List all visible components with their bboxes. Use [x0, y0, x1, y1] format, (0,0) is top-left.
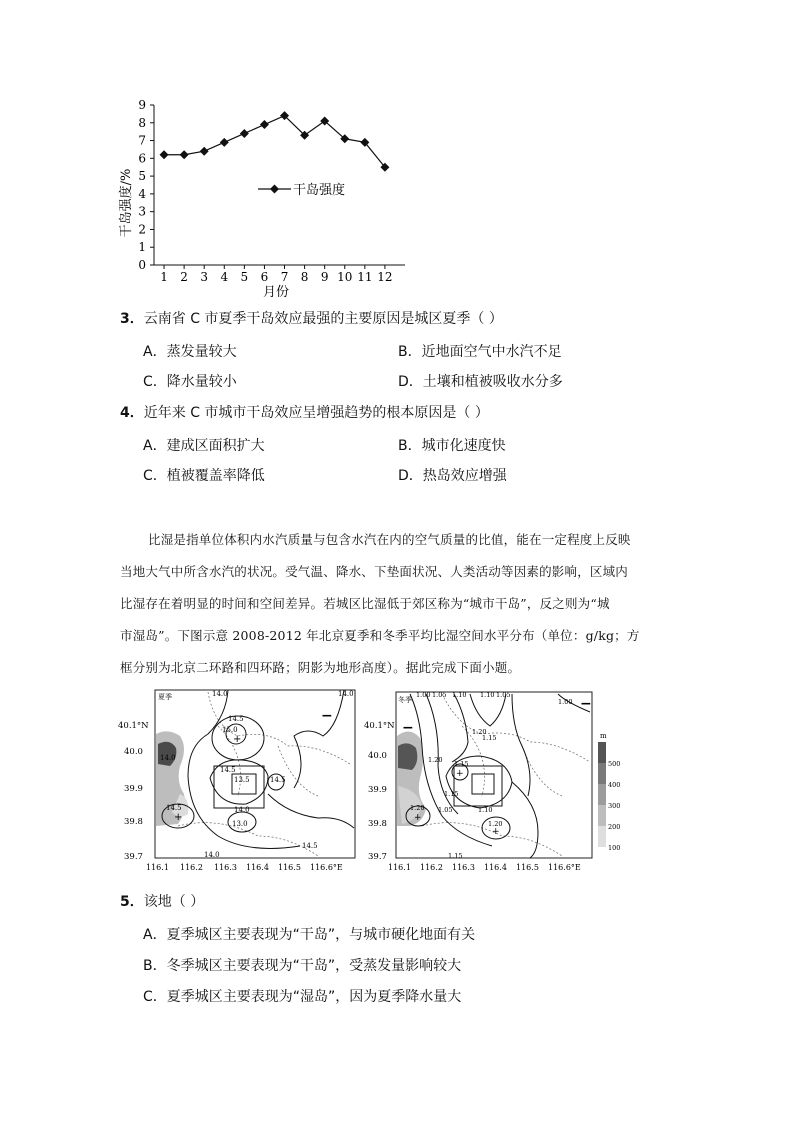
lat-label: 39.8	[124, 817, 143, 827]
x-tick-label: 4	[220, 270, 229, 284]
lon-label: 116.1	[388, 863, 411, 872]
legend-marker	[270, 185, 279, 194]
option-label: C．	[143, 468, 167, 484]
legend-label: 干岛强度	[293, 183, 346, 198]
legend-swatch	[598, 826, 606, 847]
y-tick-label: 1	[138, 240, 146, 255]
q3-option-a[interactable]	[143, 343, 237, 361]
contour-label: 1.15	[454, 760, 469, 768]
lat-label: 40.0	[124, 747, 143, 757]
lat-label: 39.7	[368, 852, 387, 862]
x-tick-label: 2	[180, 270, 188, 284]
option-text: 城市化速度快	[421, 438, 506, 454]
contour-label: 1.10	[478, 806, 493, 814]
chart-legend	[258, 182, 345, 198]
question-5	[120, 893, 204, 911]
x-tick-label: 1	[160, 270, 168, 284]
contour-label: 14.5	[228, 715, 244, 723]
legend-tick: 100	[608, 844, 621, 852]
lat-label: 39.8	[368, 819, 387, 829]
y-axis-label: 干岛强度/%	[119, 168, 134, 238]
q4-option-b[interactable]	[398, 437, 506, 455]
contour-label: 1.05	[438, 806, 453, 814]
option-text: 降水量较小	[166, 374, 237, 390]
legend-tick: 500	[608, 760, 621, 768]
contour-label: 1.00	[558, 698, 573, 706]
q5-option-a[interactable]	[143, 926, 475, 944]
lon-label: 116.6°E	[548, 863, 581, 872]
x-tick-label: 5	[240, 270, 249, 284]
option-text: 建成区面积扩大	[166, 438, 265, 454]
lat-label: 39.9	[124, 784, 143, 794]
data-point	[240, 129, 249, 138]
series-line	[164, 116, 385, 168]
minus-marker: −	[402, 720, 414, 736]
legend-swatch	[598, 805, 606, 826]
contour-label: 1.15	[482, 734, 497, 742]
lon-label: 116.2	[420, 863, 443, 872]
contour-label: 13.0	[232, 820, 248, 828]
contour-label: 1.20	[488, 820, 503, 828]
legend-tick: 200	[608, 823, 621, 831]
chart-axes	[154, 105, 405, 265]
q5-option-b[interactable]	[143, 957, 461, 975]
lon-label: 116.3	[452, 863, 475, 872]
q3-option-d[interactable]	[398, 373, 563, 391]
question-stem: 云南省 C 市夏季干岛效应最强的主要原因是城区夏季（ ）	[143, 311, 503, 327]
x-tick-label: 8	[300, 270, 309, 284]
y-tick-label: 0	[138, 258, 146, 272]
contour-label: 1.15	[444, 790, 459, 798]
lat-label: 40.1°N	[118, 721, 149, 731]
option-label: B．	[143, 958, 167, 974]
question-number: 5．	[120, 894, 144, 910]
contour-label: 1.00	[416, 691, 431, 699]
lon-label: 116.4	[246, 863, 269, 872]
legend-swatch	[598, 763, 606, 784]
q3-option-b[interactable]	[398, 343, 562, 361]
contour-label: 14.0	[234, 806, 250, 814]
plus-marker: +	[233, 734, 242, 745]
option-text: 夏季城区主要表现为“干岛”，与城市硬化地面有关	[166, 927, 476, 943]
data-point	[200, 147, 209, 156]
plus-marker: +	[492, 827, 500, 837]
contour-label: 13.5	[234, 776, 250, 784]
passage-line: 当地大气中所含水汽的状况。受气温、降水、下垫面状况、人类活动等因素的影响，区域内	[120, 564, 629, 579]
legend-unit: m	[600, 732, 607, 740]
contour-label: 14.5	[302, 842, 318, 850]
passage-line: 比湿是指单位体积内水汽质量与包含水汽在内的空气质量的比值，能在一定程度上反映	[148, 532, 631, 547]
option-text: 冬季城区主要表现为“干岛”，受蒸发量影响较大	[166, 958, 462, 974]
data-point	[160, 150, 169, 159]
elevation-legend	[598, 732, 620, 852]
data-point	[220, 138, 229, 147]
option-label: B．	[398, 438, 422, 454]
summer-humidity-map	[118, 686, 358, 872]
y-tick-label: 5	[138, 169, 146, 184]
y-tick-label: 2	[138, 222, 146, 237]
lon-label: 116.2	[180, 863, 203, 872]
option-text: 夏季城区主要表现为“湿岛”，因为夏季降水量大	[166, 989, 462, 1005]
question-stem: 近年来 C 市城市干岛效应呈增强趋势的根本原因是（ ）	[143, 405, 489, 421]
contour-label: 14.5	[270, 776, 286, 784]
dry-island-chart	[110, 95, 420, 305]
question-stem: 该地（ ）	[143, 894, 205, 910]
contour-label: 1.20	[428, 756, 443, 764]
terrain-shading-dark	[398, 743, 417, 770]
lat-label: 40.0	[368, 751, 387, 761]
contour-label: 1.10	[480, 691, 495, 699]
option-label: C．	[143, 374, 167, 390]
q4-option-c[interactable]	[143, 467, 265, 485]
y-tick-label: 8	[138, 115, 146, 130]
contour-label: 14.5	[166, 804, 182, 812]
q4-option-a[interactable]	[143, 437, 265, 455]
y-tick-label: 6	[138, 151, 146, 166]
contour-label: 14.0	[338, 690, 354, 698]
question-number: 4．	[120, 405, 144, 421]
option-label: D．	[398, 374, 423, 390]
data-point	[180, 150, 189, 159]
x-tick-label: 6	[260, 270, 269, 284]
plus-marker: +	[414, 813, 422, 823]
option-label: A．	[143, 927, 167, 943]
lat-label: 39.7	[124, 852, 143, 862]
contour-label: 1.20	[410, 804, 425, 812]
y-tick-label: 3	[138, 204, 146, 219]
season-label: 冬季	[398, 696, 412, 704]
contour-label: 1.10	[452, 691, 467, 699]
lon-label: 116.3	[214, 863, 237, 872]
contour-label: 1.05	[496, 691, 511, 699]
option-label: C．	[143, 989, 167, 1005]
q3-option-c[interactable]	[143, 373, 237, 391]
contour-label: 14.0	[204, 851, 220, 859]
lon-label: 116.6°E	[310, 863, 343, 872]
question-number: 3．	[120, 311, 144, 327]
question-4	[120, 404, 489, 422]
legend-tick: 400	[608, 781, 621, 789]
legend-tick: 300	[608, 802, 621, 810]
question-3	[120, 310, 503, 328]
contour-label: 1.15	[448, 852, 463, 860]
plus-marker: +	[456, 769, 464, 779]
option-label: D．	[398, 468, 423, 484]
x-tick-label: 9	[320, 270, 329, 284]
x-tick-label: 7	[280, 270, 289, 284]
x-axis-label: 月份	[262, 285, 290, 300]
x-tick-label: 12	[377, 270, 393, 284]
contour-label: 14.0	[212, 690, 228, 698]
lat-label: 39.9	[368, 785, 387, 795]
legend-swatch	[598, 742, 606, 763]
contour-label: 14.0	[160, 754, 176, 762]
x-tick-label: 3	[200, 270, 209, 284]
minus-marker: −	[321, 708, 333, 724]
contour-label: 1.20	[472, 728, 487, 736]
y-tick-label: 4	[138, 186, 146, 201]
option-label: A．	[143, 344, 167, 360]
season-label: 夏季	[158, 693, 172, 701]
lat-label: 40.1°N	[364, 721, 395, 731]
option-text: 热岛效应增强	[422, 468, 507, 484]
y-tick-label: 9	[138, 98, 146, 112]
legend-swatch	[598, 784, 606, 805]
lon-label: 116.4	[484, 863, 507, 872]
passage-line: 比湿存在着明显的时间和空间差异。若城区比湿低于郊区称为“城市干岛”，反之则为“城	[120, 596, 610, 611]
y-tick-label: 7	[138, 133, 146, 148]
x-tick-label: 11	[357, 270, 373, 284]
plus-marker: +	[174, 812, 183, 823]
x-tick-label: 10	[337, 270, 353, 284]
option-text: 植被覆盖率降低	[166, 468, 265, 484]
option-text: 土壤和植被吸收水分多	[422, 374, 563, 390]
minus-marker: −	[580, 696, 592, 712]
q5-option-c[interactable]	[143, 988, 461, 1006]
reading-passage	[120, 524, 680, 684]
contour-label: 14.5	[220, 766, 236, 774]
q4-option-d[interactable]	[398, 467, 507, 485]
contour-label: 15.0	[222, 726, 238, 734]
option-text: 近地面空气中水汽不足	[421, 344, 562, 360]
data-point	[260, 120, 269, 129]
passage-line: 市湿岛”。下图示意 2008-2012 年北京夏季和冬季平均比湿空间水平分布（单位：g/kg；方	[120, 628, 640, 643]
lon-label: 116.5	[278, 863, 301, 872]
passage-line: 框分别为北京二环路和四环路；阴影为地形高度）。据此完成下面小题。	[120, 660, 521, 675]
contour-label: 1.05	[432, 691, 447, 699]
option-label: A．	[143, 438, 167, 454]
lon-label: 116.5	[516, 863, 539, 872]
chart-series	[160, 111, 390, 172]
winter-humidity-map	[362, 686, 624, 872]
option-label: B．	[398, 344, 422, 360]
lon-label: 116.1	[146, 863, 169, 872]
option-text: 蒸发量较大	[166, 344, 237, 360]
